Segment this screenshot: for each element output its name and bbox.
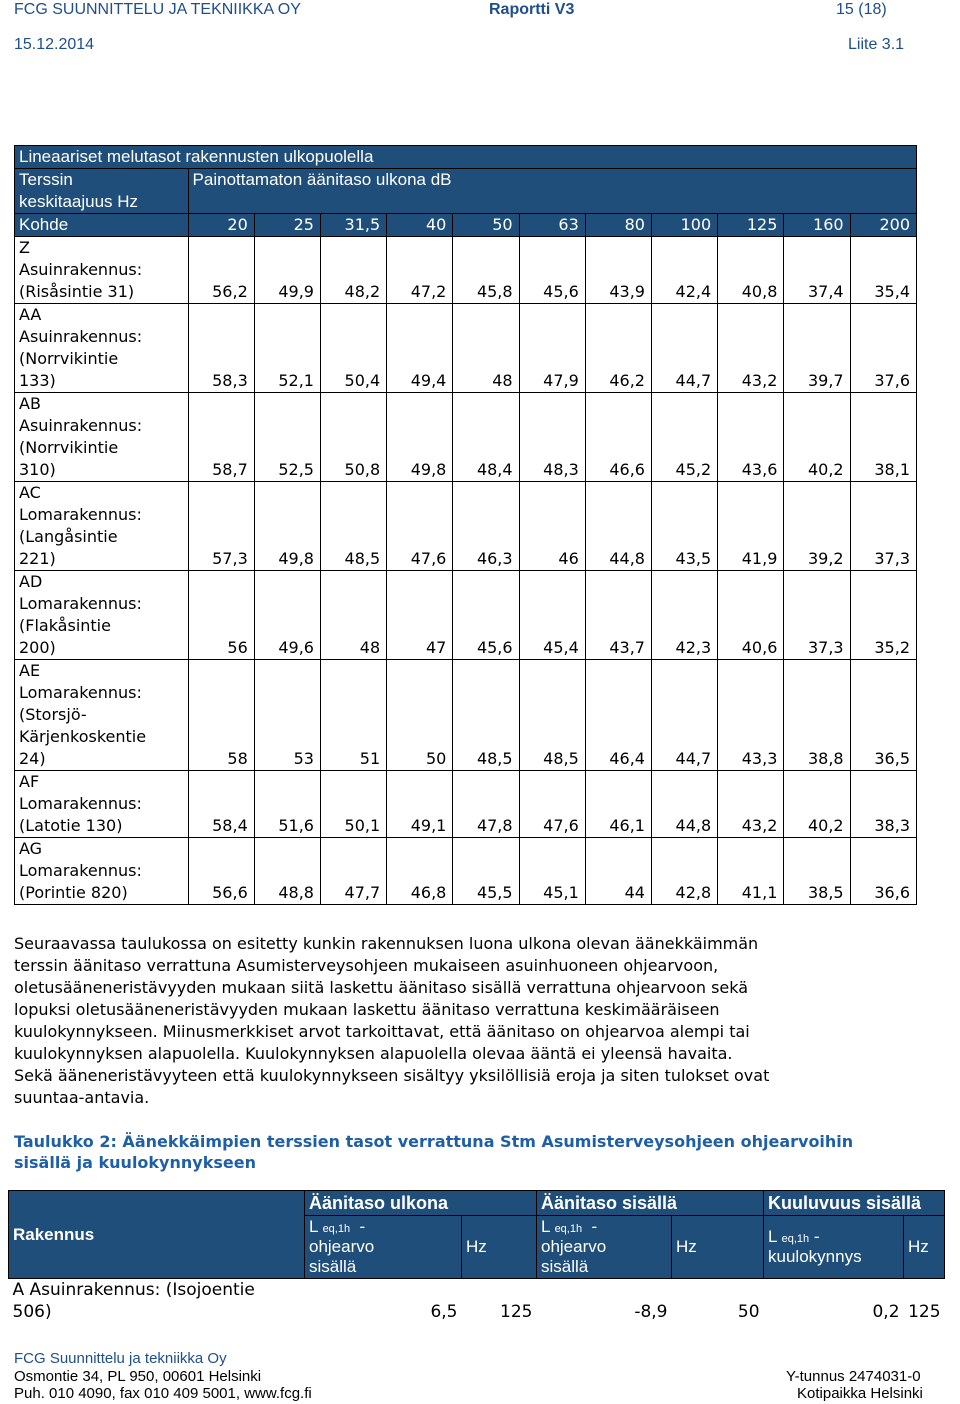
- footer-kotipaikka: Kotipaikka Helsinki: [797, 1385, 923, 1402]
- hz-header-3: Hz: [904, 1216, 945, 1279]
- level-cell: 38,8: [784, 660, 850, 771]
- level-cell: 45,6: [453, 571, 519, 660]
- level-cell: 48,8: [254, 838, 320, 905]
- level-cell: 50: [387, 660, 453, 771]
- level-cell: 58,3: [188, 304, 254, 393]
- footer-phone: Puh. 010 4090, fax 010 409 5001, www.fcg.fi: [14, 1385, 312, 1402]
- paragraph-line: Seuraavassa taulukossa on esitetty kunkin rakennuksen luona ulkona olevan äänekkäimmän: [14, 934, 759, 953]
- level-cell: 36,5: [850, 660, 916, 771]
- table-row: [15, 771, 917, 838]
- value-cell: 125: [500, 1302, 533, 1322]
- paragraph-line: oletusääneneristävyyden mukaan siitä laskettu äänitaso sisällä verrattuna ohjearvoon sekä: [14, 978, 749, 997]
- frequency-cell: 125: [718, 214, 784, 237]
- level-cell: 43,2: [718, 304, 784, 393]
- level-cell: 40,2: [784, 771, 850, 838]
- level-cell: 43,9: [585, 237, 651, 304]
- value-cell: -8,9: [634, 1302, 668, 1322]
- level-cell: 39,7: [784, 304, 850, 393]
- level-cell: 48: [453, 304, 519, 393]
- level-cell: 44,8: [585, 482, 651, 571]
- level-cell: 43,7: [585, 571, 651, 660]
- footer-address: Osmontie 34, PL 950, 00601 Helsinki: [14, 1368, 262, 1385]
- report-title: Raportti V3: [489, 1, 575, 18]
- level-cell: 46,3: [453, 482, 519, 571]
- level-cell: 46,6: [585, 393, 651, 482]
- level-cell: 37,4: [784, 237, 850, 304]
- value-cell: 50: [737, 1302, 760, 1322]
- level-cell: 40,8: [718, 237, 784, 304]
- level-cell: 48: [320, 571, 386, 660]
- table2-caption: Taulukko 2: Äänekkäimpien terssien tasot verrattuna Stm Asumisterveysohjeen ohjearvoihin sisällä ja kuulokynnykseen: [14, 1132, 854, 1172]
- level-cell: 48,5: [320, 482, 386, 571]
- paragraph-line: Sekä ääneneristävyyteen että kuulokynnykseen sisältyy yksilöllisiä eroja ja siten tulokset ovat: [14, 1066, 770, 1085]
- level-cell: 47: [387, 571, 453, 660]
- building-label: AC Lomarakennus: (Langåsintie 221): [15, 482, 189, 571]
- level-cell: 49,1: [387, 771, 453, 838]
- level-cell: 49,8: [387, 393, 453, 482]
- group-ulkona: Äänitaso ulkona: [305, 1191, 537, 1216]
- level-cell: 47,2: [387, 237, 453, 304]
- paragraph-line: suuntaa-antavia.: [14, 1088, 150, 1107]
- value-cell: 0,2: [872, 1302, 900, 1322]
- building-label: AF Lomarakennus: (Latotie 130): [15, 771, 189, 838]
- level-cell: 48,4: [453, 393, 519, 482]
- level-cell: 43,5: [651, 482, 717, 571]
- level-cell: 45,8: [453, 237, 519, 304]
- loudest-terss-table: [8, 1190, 945, 1323]
- level-cell: 45,4: [519, 571, 585, 660]
- level-cell: 38,1: [850, 393, 916, 482]
- appendix-label: Liite 3.1: [848, 36, 905, 53]
- level-cell: 44,8: [651, 771, 717, 838]
- level-cell: 47,9: [519, 304, 585, 393]
- level-cell: 47,7: [320, 838, 386, 905]
- frequency-cell: 200: [850, 214, 916, 237]
- level-cell: 51: [320, 660, 386, 771]
- table-row: [15, 304, 917, 393]
- table1-title: Lineaariset melutasot rakennusten ulkopuolella: [15, 146, 917, 169]
- l-kuulokynnys-header: L eq,1h - kuulokynnys: [764, 1216, 904, 1279]
- kohde-header: Kohde: [15, 214, 189, 237]
- level-cell: 49,9: [254, 237, 320, 304]
- frequency-cell: 31,5: [320, 214, 386, 237]
- table-row: [15, 571, 917, 660]
- level-cell: 44,7: [651, 304, 717, 393]
- level-cell: 38,3: [850, 771, 916, 838]
- level-cell: 46,8: [387, 838, 453, 905]
- building-label: Z Asuinrakennus: (Risåsintie 31): [15, 237, 189, 304]
- level-cell: 46,1: [585, 771, 651, 838]
- level-cell: 50,8: [320, 393, 386, 482]
- level-cell: 43,3: [718, 660, 784, 771]
- level-cell: 44,7: [651, 660, 717, 771]
- frequency-cell: 50: [453, 214, 519, 237]
- level-cell: 35,4: [850, 237, 916, 304]
- building-label: AA Asuinrakennus: (Norrvikintie 133): [15, 304, 189, 393]
- level-cell: 43,6: [718, 393, 784, 482]
- level-cell: 47,8: [453, 771, 519, 838]
- rakennus-header: Rakennus: [9, 1191, 305, 1279]
- level-cell: 50,4: [320, 304, 386, 393]
- table-row: [9, 1279, 945, 1324]
- level-cell: 56,6: [188, 838, 254, 905]
- table-row: [15, 660, 917, 771]
- level-cell: 36,6: [850, 838, 916, 905]
- paragraph-line: lopuksi oletusääneneristävyyden mukaan laskettu äänitaso verrattuna keskimääräiseen: [14, 1000, 720, 1019]
- table-row: [15, 838, 917, 905]
- level-cell: 43,2: [718, 771, 784, 838]
- level-cell: 49,6: [254, 571, 320, 660]
- frequency-cell: 25: [254, 214, 320, 237]
- group-header: Painottamaton äänitaso ulkona dB: [188, 169, 916, 214]
- l-ohjearvo-header-2: L eq,1h - ohjearvo sisällä: [537, 1216, 672, 1279]
- level-cell: 42,3: [651, 571, 717, 660]
- level-cell: 49,4: [387, 304, 453, 393]
- level-cell: 38,5: [784, 838, 850, 905]
- level-cell: 35,2: [850, 571, 916, 660]
- level-cell: 41,1: [718, 838, 784, 905]
- level-cell: 48,5: [453, 660, 519, 771]
- paragraph-line: terssin äänitaso verrattuna Asumisterveysohjeen mukaiseen asuinhuoneen ohjearvoon,: [14, 956, 719, 975]
- level-cell: 52,1: [254, 304, 320, 393]
- footer-company: FCG Suunnittelu ja tekniikka Oy: [14, 1350, 227, 1367]
- level-cell: 52,5: [254, 393, 320, 482]
- level-cell: 58: [188, 660, 254, 771]
- level-cell: 46,4: [585, 660, 651, 771]
- noise-levels-table: [14, 145, 917, 905]
- level-cell: 58,7: [188, 393, 254, 482]
- level-cell: 50,1: [320, 771, 386, 838]
- level-cell: 45,1: [519, 838, 585, 905]
- level-cell: 45,6: [519, 237, 585, 304]
- table-row: [15, 482, 917, 571]
- frequency-cell: 80: [585, 214, 651, 237]
- level-cell: 37,3: [850, 482, 916, 571]
- group-kuuluvuus: Kuuluvuus sisällä: [764, 1191, 945, 1216]
- group-sisalla: Äänitaso sisällä: [537, 1191, 764, 1216]
- level-cell: 42,4: [651, 237, 717, 304]
- level-cell: 47,6: [387, 482, 453, 571]
- building-label: AE Lomarakennus: (Storsjö- Kärjenkoskentie 24): [15, 660, 189, 771]
- company-header: FCG SUUNNITTELU JA TEKNIIKKA OY: [14, 1, 301, 18]
- frequency-cell: 40: [387, 214, 453, 237]
- hz-header-2: Hz: [672, 1216, 764, 1279]
- level-cell: 48,5: [519, 660, 585, 771]
- row-label: A Asuinrakennus: (Isojoentie 506): [12, 1280, 255, 1322]
- level-cell: 57,3: [188, 482, 254, 571]
- level-cell: 56,2: [188, 237, 254, 304]
- value-cell: 125: [908, 1302, 941, 1322]
- level-cell: 44: [585, 838, 651, 905]
- paragraph-line: kuulokynnykseen. Miinusmerkkiset arvot tarkoittavat, että äänitaso on ohjearvoa alempi tai: [14, 1022, 750, 1041]
- building-label: AG Lomarakennus: (Porintie 820): [15, 838, 189, 905]
- frequency-header: Terssin keskitaajuus Hz: [15, 169, 189, 214]
- level-cell: 58,4: [188, 771, 254, 838]
- level-cell: 46: [519, 482, 585, 571]
- building-label: AD Lomarakennus: (Flakåsintie 200): [15, 571, 189, 660]
- level-cell: 47,6: [519, 771, 585, 838]
- hz-header-1: Hz: [462, 1216, 537, 1279]
- frequency-cell: 160: [784, 214, 850, 237]
- table-row: [15, 237, 917, 304]
- level-cell: 49,8: [254, 482, 320, 571]
- level-cell: 48,2: [320, 237, 386, 304]
- level-cell: 51,6: [254, 771, 320, 838]
- paragraph-line: kuulokynnyksen alapuolella. Kuulokynnyksen alapuolella olevaa ääntä ei yleensä havaita.: [14, 1044, 733, 1063]
- level-cell: 45,5: [453, 838, 519, 905]
- level-cell: 40,2: [784, 393, 850, 482]
- level-cell: 37,3: [784, 571, 850, 660]
- frequency-cell: 100: [651, 214, 717, 237]
- frequency-cell: 63: [519, 214, 585, 237]
- table-row: [15, 393, 917, 482]
- report-date: 15.12.2014: [14, 36, 95, 53]
- level-cell: 48,3: [519, 393, 585, 482]
- level-cell: 40,6: [718, 571, 784, 660]
- frequency-cell: 20: [188, 214, 254, 237]
- value-cell: 6,5: [430, 1302, 458, 1322]
- level-cell: 46,2: [585, 304, 651, 393]
- level-cell: 42,8: [651, 838, 717, 905]
- level-cell: 41,9: [718, 482, 784, 571]
- page-number: 15 (18): [836, 1, 887, 18]
- level-cell: 56: [188, 571, 254, 660]
- level-cell: 37,6: [850, 304, 916, 393]
- building-label: AB Asuinrakennus: (Norrvikintie 310): [15, 393, 189, 482]
- footer-ytunnus: Y-tunnus 2474031-0: [786, 1368, 921, 1385]
- level-cell: 45,2: [651, 393, 717, 482]
- level-cell: 53: [254, 660, 320, 771]
- level-cell: 39,2: [784, 482, 850, 571]
- description-paragraph: [14, 933, 934, 1109]
- l-ohjearvo-header-1: L eq,1h - ohjearvo sisällä: [305, 1216, 462, 1279]
